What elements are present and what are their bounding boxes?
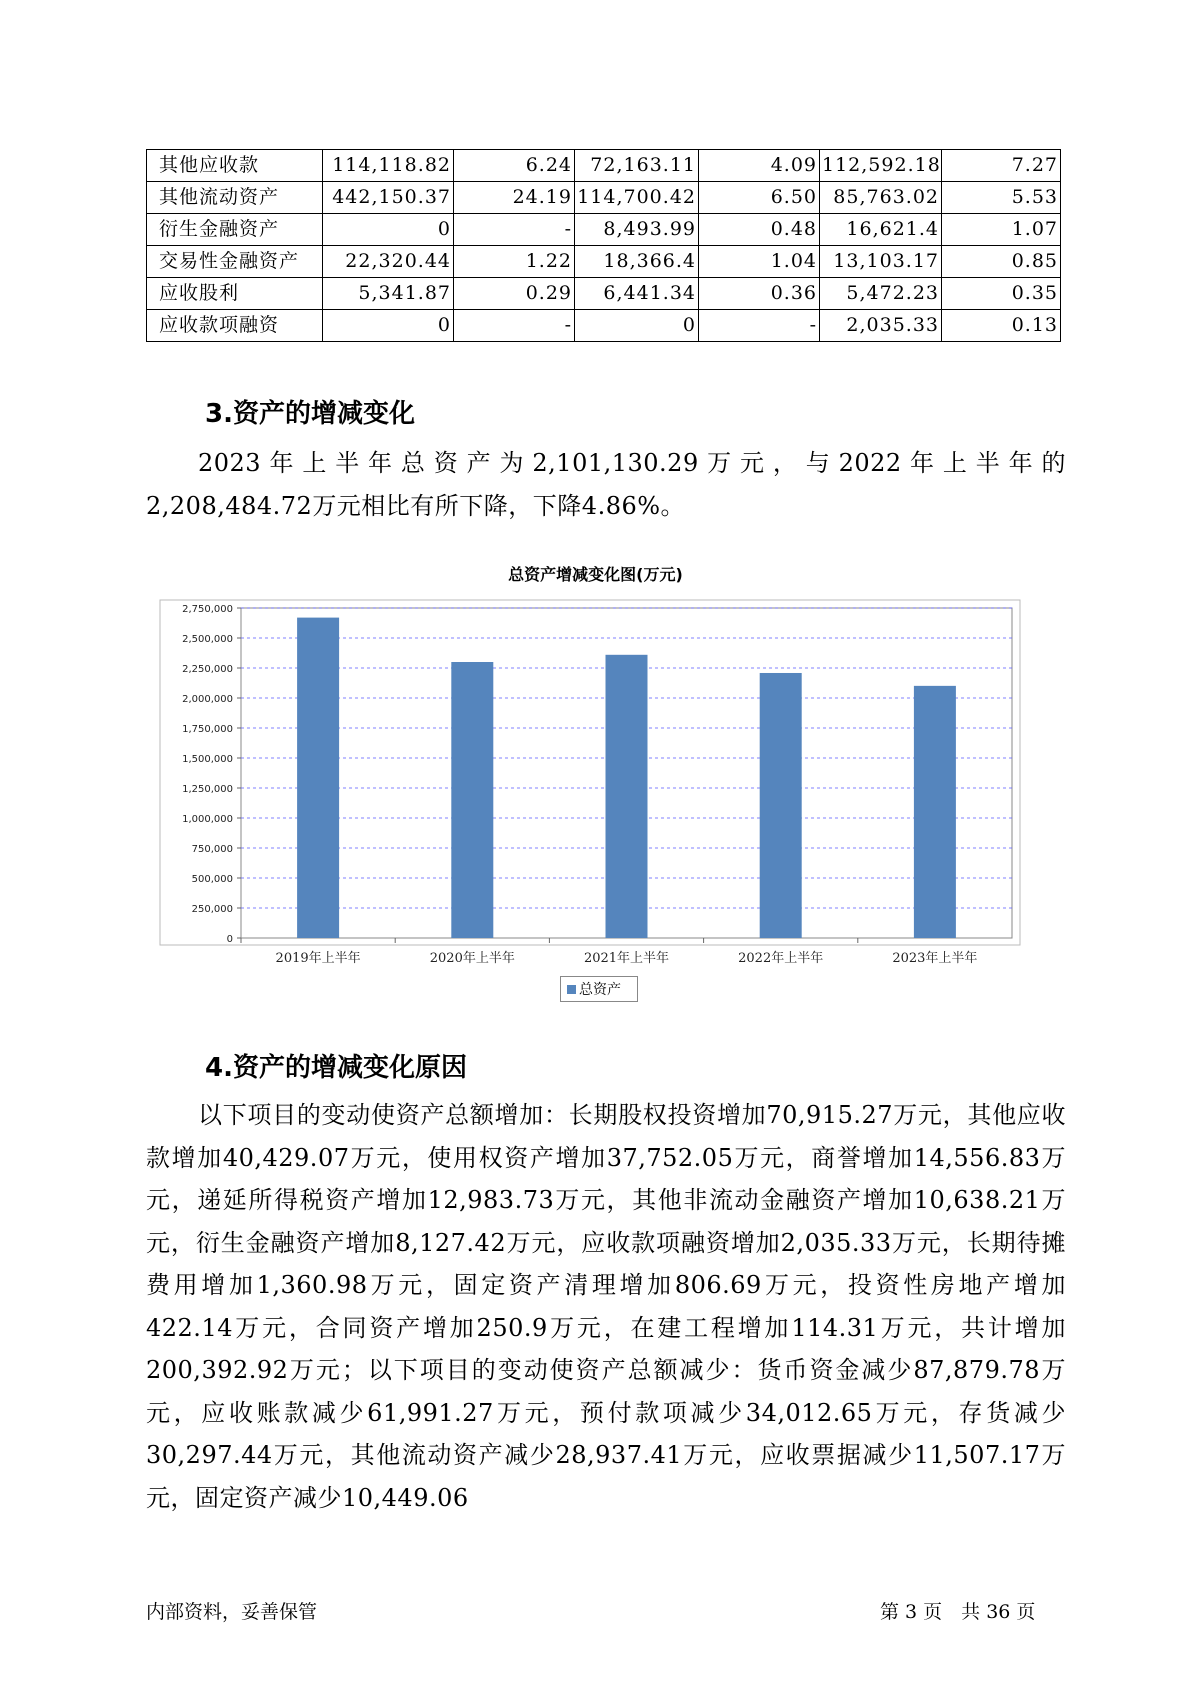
y-tick-label: 0 <box>226 934 233 945</box>
table-cell-item: 交易性金融资产 <box>147 246 323 278</box>
table-cell-item: 应收款项融资 <box>147 310 323 342</box>
table-cell-value: 0 <box>323 310 454 342</box>
y-tick-label: 2,750,000 <box>182 604 233 615</box>
table-cell-value: 16,621.4 <box>820 214 942 246</box>
table-cell-value: 4.09 <box>699 150 820 182</box>
y-tick-label: 2,500,000 <box>182 634 233 645</box>
bar <box>297 618 339 938</box>
legend-swatch <box>567 985 576 994</box>
x-tick-label: 2021年上半年 <box>583 951 670 966</box>
table-cell-item: 应收股利 <box>147 278 323 310</box>
x-tick-label: 2020年上半年 <box>429 951 515 966</box>
table-cell-value: 85,763.02 <box>820 182 942 214</box>
y-tick-label: 500,000 <box>191 874 233 885</box>
chart-legend <box>560 976 638 1002</box>
bar <box>760 673 802 938</box>
x-tick-label: 2019年上半年 <box>275 951 361 966</box>
y-tick-label: 1,750,000 <box>182 724 233 735</box>
bar <box>914 686 956 938</box>
section-3-text: 2023年上半年总资产为2,101,130.29万元，与2022年上半年的2,208,484.72万元相比有所下降，下降4.86%。 <box>146 449 1066 520</box>
table-cell-value: 1.04 <box>699 246 820 278</box>
table-cell-value: 112,592.18 <box>820 150 942 182</box>
table-cell-value: 0.36 <box>699 278 820 310</box>
y-tick-label: 250,000 <box>191 904 233 915</box>
table-cell-value: 442,150.37 <box>323 182 454 214</box>
table-cell-item: 其他应收款 <box>147 150 323 182</box>
table-cell-value: - <box>699 310 820 342</box>
table-cell-value: 1.07 <box>942 214 1061 246</box>
table-cell-value: 5,472.23 <box>820 278 942 310</box>
footer-page-number: 第 3 页 共 36 页 <box>880 1601 1036 1623</box>
section-3-heading: 3.资产的增减变化 <box>205 399 415 429</box>
table-cell-value: 5,341.87 <box>323 278 454 310</box>
table-cell-value: 1.22 <box>454 246 575 278</box>
chart-title: 总资产增减变化图(万元) <box>508 565 683 584</box>
bar <box>606 655 648 938</box>
y-tick-label: 2,250,000 <box>182 664 233 675</box>
y-tick-label: 1,500,000 <box>182 754 233 765</box>
table-cell-value: 24.19 <box>454 182 575 214</box>
y-tick-label: 1,000,000 <box>182 814 233 825</box>
table-cell-value: 0.35 <box>942 278 1061 310</box>
legend-label: 总资产 <box>579 982 621 998</box>
table-cell-value: 0.29 <box>454 278 575 310</box>
table-cell-value: 8,493.99 <box>575 214 699 246</box>
table-cell-value: 0.48 <box>699 214 820 246</box>
y-tick-label: 750,000 <box>191 844 233 855</box>
section-4-text: 以下项目的变动使资产总额增加：长期股权投资增加70,915.27万元，其他应收款增加40,429.07万元，使用权资产增加37,752.05万元，商誉增加14,556.83万元，递延所得税资产增加12,983.73万元，其他非流动金融资产增加10,638.21万元，衍生金融资产增加8,127.42万元，应收款项融资增加2,035.33万元，长期待摊费用增加1,360.98万元，固定资产清理增加806.69万元，投资性房地产增加422.14万元，合同资产增加250.9万元，在建工程增加114.31万元，共计增加200,392.92万元；以下项目的变动使资产总额减少：货币资金减少87,879.78万元，应收账款减少61,991.27万元，预付款项减少34,012.65万元，存货减少30,297.44万元，其他流动资产减少28,937.41万元，应收票据减少11,507.17万元，固定资产减少10,449.06 <box>146 1101 1066 1512</box>
table-cell-value: 0.85 <box>942 246 1061 278</box>
table-cell-value: 6.24 <box>454 150 575 182</box>
table-cell-value: 0.13 <box>942 310 1061 342</box>
y-tick-label: 2,000,000 <box>182 694 233 705</box>
table-cell-value: 72,163.11 <box>575 150 699 182</box>
footer-left: 内部资料，妥善保管 <box>146 1601 318 1623</box>
table-cell-value: 2,035.33 <box>820 310 942 342</box>
table-cell-value: 18,366.4 <box>575 246 699 278</box>
x-tick-label: 2023年上半年 <box>892 951 978 966</box>
bar <box>451 662 493 938</box>
table-cell-value: 114,700.42 <box>575 182 699 214</box>
table-cell-value: 7.27 <box>942 150 1061 182</box>
section-4-heading: 4.资产的增减变化原因 <box>205 1053 467 1083</box>
table-cell-value: 0 <box>575 310 699 342</box>
table-cell-value: 22,320.44 <box>323 246 454 278</box>
table-cell-value: 5.53 <box>942 182 1061 214</box>
table-cell-item: 其他流动资产 <box>147 182 323 214</box>
table-cell-item: 衍生金融资产 <box>147 214 323 246</box>
table-cell-value: 6.50 <box>699 182 820 214</box>
section-4-paragraph <box>146 1094 1066 1519</box>
table-cell-value: 114,118.82 <box>323 150 454 182</box>
table-cell-value: - <box>454 214 575 246</box>
x-tick-label: 2022年上半年 <box>738 951 824 966</box>
table-cell-value: 13,103.17 <box>820 246 942 278</box>
y-tick-label: 1,250,000 <box>182 784 233 795</box>
table-cell-value: 0 <box>323 214 454 246</box>
table-cell-value: 6,441.34 <box>575 278 699 310</box>
table-cell-value: - <box>454 310 575 342</box>
